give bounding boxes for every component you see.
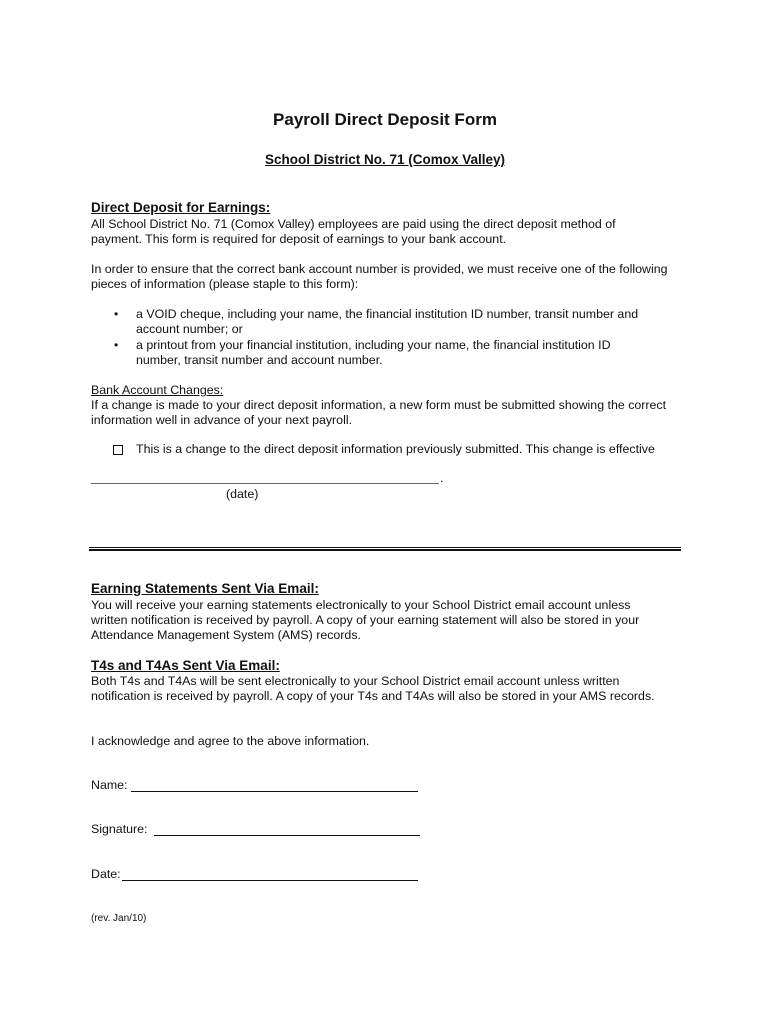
direct-deposit-para2-line1: In order to ensure that the correct bank account number is provided, we must receive one of the following <box>91 262 668 276</box>
page-title: Payroll Direct Deposit Form <box>273 110 497 129</box>
name-label: Name: <box>91 778 128 792</box>
revision-note: (rev. Jan/10) <box>91 913 147 924</box>
bullet-item-void-cheque-line2: account number; or <box>136 322 243 336</box>
date-field[interactable] <box>122 880 418 881</box>
t4s-line2: notification is received by payroll. A copy of your T4s and T4As will also be stored in your AMS records. <box>91 689 655 703</box>
date-label: Date: <box>91 867 121 881</box>
bullet-marker: • <box>114 338 119 352</box>
signature-label: Signature: <box>91 822 148 836</box>
bank-changes-line1: If a change is made to your direct deposit information, a new form must be submitted showing the correct <box>91 398 667 412</box>
bullet-item-printout-line2: number, transit number and account number. <box>136 353 383 367</box>
page-subtitle: School District No. 71 (Comox Valley) <box>264 152 506 167</box>
direct-deposit-para1-line2: payment. This form is required for deposit of earnings to your bank account. <box>91 232 507 246</box>
bullet-item-printout-line1: a printout from your financial institution, including your name, the financial institution ID <box>136 338 611 352</box>
t4s-heading: T4s and T4As Sent Via Email: <box>91 658 280 673</box>
acknowledge-text: I acknowledge and agree to the above information. <box>91 734 370 748</box>
section-divider <box>89 547 681 551</box>
bullet-marker: • <box>114 307 119 321</box>
change-checkbox-label: This is a change to the direct deposit information previously submitted. This change is effective <box>136 442 655 456</box>
bullet-item-void-cheque-line1: a VOID cheque, including your name, the financial institution ID number, transit number and <box>136 307 639 321</box>
effective-date-period: . <box>440 471 444 485</box>
earning-statements-heading: Earning Statements Sent Via Email: <box>91 581 319 596</box>
direct-deposit-heading: Direct Deposit for Earnings: <box>91 200 271 215</box>
name-field[interactable] <box>131 791 418 792</box>
change-checkbox[interactable] <box>113 445 123 455</box>
effective-date-line[interactable] <box>91 483 439 484</box>
direct-deposit-para1-line1: All School District No. 71 (Comox Valley) employees are paid using the direct deposit method of <box>91 217 616 231</box>
signature-field[interactable] <box>154 835 420 836</box>
earning-statements-line1: You will receive your earning statements electronically to your School District email account unless <box>91 598 631 612</box>
direct-deposit-para2-line2: pieces of information (please staple to this form): <box>91 277 359 291</box>
earning-statements-line3: Attendance Management System (AMS) records. <box>91 628 361 642</box>
bank-changes-line2: information well in advance of your next payroll. <box>91 413 353 427</box>
t4s-line1: Both T4s and T4As will be sent electronically to your School District email account unless written <box>91 674 620 688</box>
bank-changes-heading: Bank Account Changes: <box>91 383 224 397</box>
effective-date-caption: (date) <box>226 487 259 501</box>
earning-statements-line2: written notification is received by payroll. A copy of your earning statement will also be stored in your <box>91 613 640 627</box>
